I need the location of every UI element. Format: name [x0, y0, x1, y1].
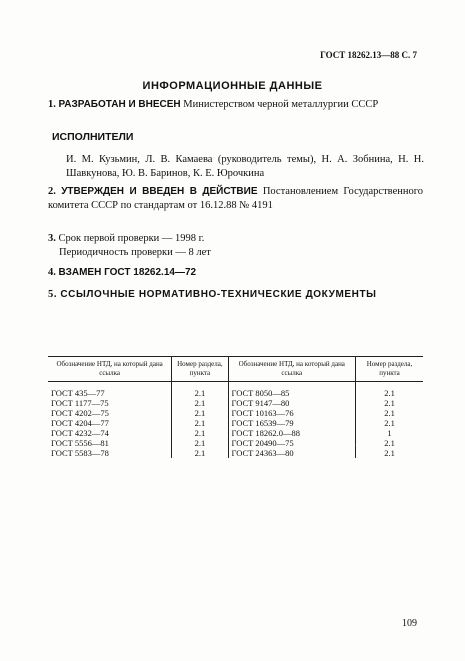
section-caption: ССЫЛОЧНЫЕ НОРМАТИВНО-ТЕХНИЧЕСКИЕ ДОКУМЕНТЫ — [60, 289, 377, 300]
table-cell: 2.1 — [172, 408, 228, 418]
table-cell: ГОСТ 18262.0—88 — [228, 428, 356, 438]
table-row — [48, 418, 423, 428]
table-cell: 2.1 — [356, 438, 424, 448]
table-cell: ГОСТ 16539—79 — [228, 418, 356, 428]
table-cell: ГОСТ 4204—77 — [51, 418, 109, 428]
column-header: Обозначение НТД, на который дана ссылка — [228, 357, 356, 382]
table-row — [48, 398, 423, 408]
executors-heading: ИСПОЛНИТЕЛИ — [52, 131, 134, 143]
section-number: 4. — [48, 267, 56, 278]
scan-mark: · — [354, 440, 357, 450]
table-cell: ГОСТ 5556—81 — [51, 438, 109, 448]
section-number: 5. — [48, 289, 58, 300]
section-text: Срок первой проверки — 1998 г. — [58, 233, 205, 244]
section-text: Постановлением Государственного комитета СССР по стандартам от 16.12.88 № 4191 — [48, 186, 424, 211]
table-cell: 2.1 — [172, 382, 228, 399]
table-cell: 2.1 — [172, 428, 228, 438]
section-1 — [48, 98, 423, 112]
table-cell: 2.1 — [356, 408, 424, 418]
table-row — [48, 428, 423, 438]
table-cell: ГОСТ 4232—74 — [51, 428, 109, 438]
table-cell: 2.1 — [356, 418, 424, 428]
section-number: 1. — [48, 99, 56, 110]
table-row — [48, 382, 423, 399]
table-cell: ГОСТ 10163—76 — [228, 408, 356, 418]
table-cell: ГОСТ 24363—80 — [228, 448, 356, 458]
table-cell: ГОСТ 9147—80 — [228, 398, 356, 408]
section-caption: УТВЕРЖДЕН И ВВЕДЕН В ДЕЙСТВИЕ — [61, 186, 258, 197]
section-text: Министерством черной металлургии СССР — [180, 99, 379, 110]
table-row — [48, 408, 423, 418]
section-2 — [48, 185, 423, 213]
table-cell: 2.1 — [172, 448, 228, 458]
column-header: Обозначение НТД, на который дана ссылка — [48, 357, 172, 382]
table-cell: 2.1 — [356, 382, 424, 399]
table-cell: ГОСТ 435—77 — [51, 388, 105, 398]
table-cell: ГОСТ 20490—75 — [228, 438, 356, 448]
section-3 — [48, 232, 423, 260]
section-caption: ВЗАМЕН ГОСТ 18262.14—72 — [58, 267, 197, 278]
table-cell: ГОСТ 5583—78 — [51, 448, 109, 458]
page-header: ГОСТ 18262.13—88 С. 7 — [320, 50, 417, 60]
column-header: Номер раздела, пункта — [172, 357, 228, 382]
table-cell: 2.1 — [356, 398, 424, 408]
table-header-row — [48, 357, 423, 382]
section-4 — [48, 266, 423, 280]
section-caption: РАЗРАБОТАН И ВНЕСЕН — [58, 99, 181, 110]
executors-names: И. М. Кузьмин, Л. В. Камаева (руководитель темы), Н. А. Зобнина, Н. Н. Шавкунова, Ю. В. Баринов, К. Е. Юрочкина — [66, 154, 424, 179]
table-row — [48, 448, 423, 458]
section-number: 3. — [48, 233, 56, 244]
table-cell: 1 — [356, 428, 424, 438]
table-row — [48, 438, 423, 448]
references-table — [48, 356, 423, 458]
table-cell: ГОСТ 4202—75 — [51, 408, 109, 418]
table-cell: 2.1 — [172, 418, 228, 428]
page-title: ИНФОРМАЦИОННЫЕ ДАННЫЕ — [142, 80, 323, 92]
table-cell: ГОСТ 8050—85 — [228, 382, 356, 399]
table-cell: 2.1 — [356, 448, 424, 458]
section-number: 2. — [48, 186, 56, 197]
table-cell: ГОСТ 1177—75 — [51, 398, 109, 408]
column-header: Номер раздела, пункта — [356, 357, 424, 382]
table-cell: 2.1 — [172, 398, 228, 408]
page-number: 109 — [402, 618, 417, 629]
section-5 — [48, 288, 423, 302]
section-text-2: Периодичность проверки — 8 лет — [59, 247, 211, 258]
table-cell: 2.1 — [172, 438, 228, 448]
